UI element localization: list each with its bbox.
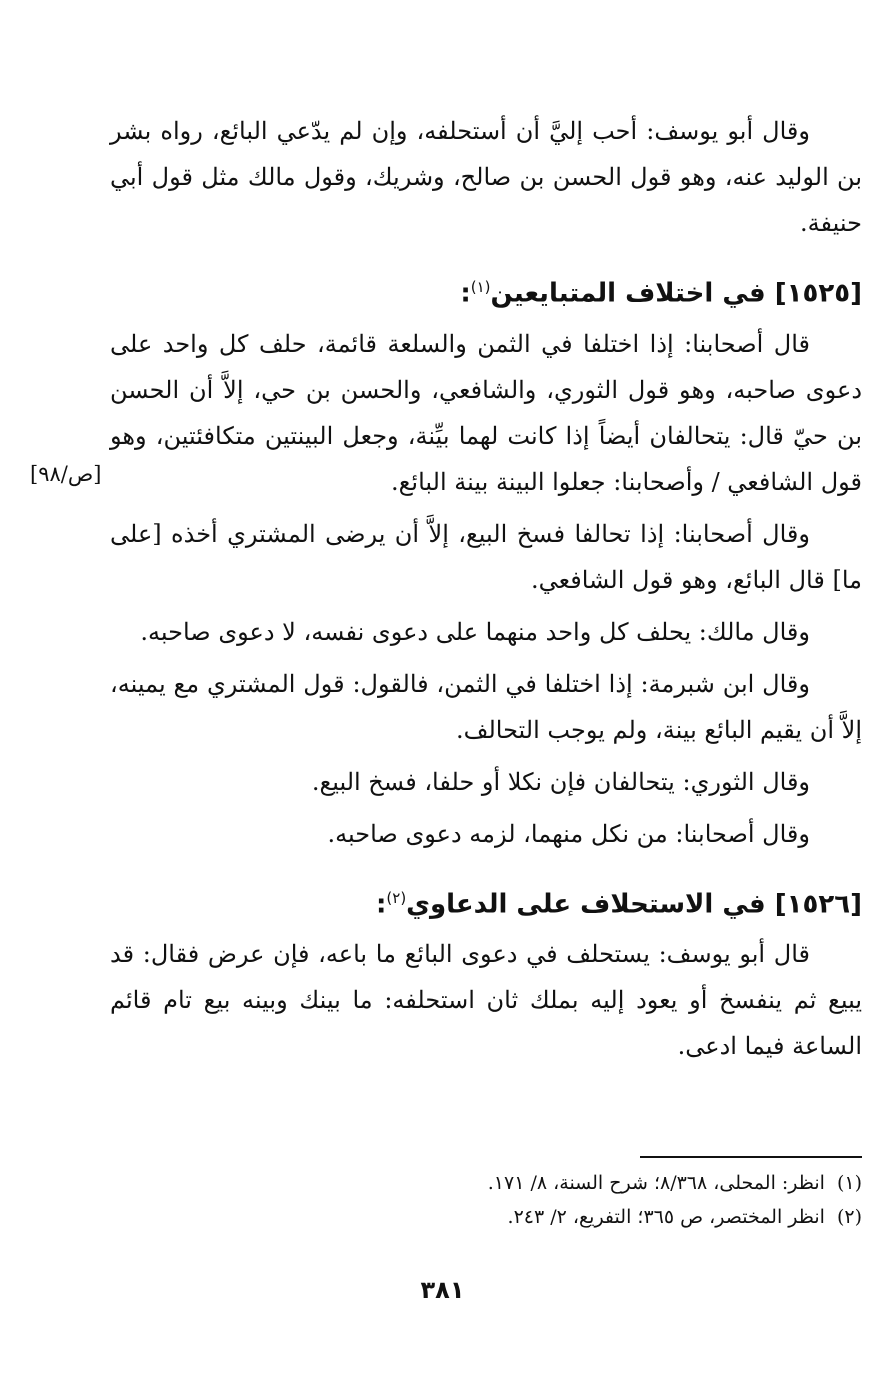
paragraph-abu-yusuf: وقال أبو يوسف: أحب إليَّ أن أستحلفه، وإن لم يدّعي البائع، رواه بشر بن الوليد عنه، وهو قول الحسن بن صالح، وشريك، وقول مالك مثل قول أبي حنيفة. <box>110 117 862 237</box>
paragraph-thawri: وقال الثوري: يتحالفان فإن نكلا أو حلفا، فسخ البيع. <box>311 767 810 796</box>
footnote-text: انظر: المحلى، ٨/٣٦٨؛ شرح السنة، ٨/ ١٧١. <box>487 1172 825 1194</box>
section-title-1525: [١٥٢٥] في اختلاف المتبايعين <box>490 278 862 309</box>
paragraph-ibn-shubruma: وقال ابن شبرمة: إذا اختلفا في الثمن، فالقول: قول المشتري مع يمينه، إلاَّ أن يقيم البائع بينة، ولم يوجب التحالف. <box>110 669 862 744</box>
section-heading-1525 <box>110 264 862 317</box>
section-title-1526: [١٥٢٦] في الاستحلاف على الدعاوي <box>406 889 862 920</box>
paragraph-abu-yusuf-2: قال أبو يوسف: يستحلف في دعوى البائع ما باعه، فإن عرض فقال: قد يبيع ثم ينفسخ أو يعود إليه بملك ثان استحلفه: ما بينك وبينه بيع تام قائم الساعة فيما ادعى. <box>110 940 862 1061</box>
footnote-2 <box>110 1200 862 1234</box>
footnotes <box>110 1166 862 1234</box>
footnote-ref-1[interactable]: (١) <box>470 278 491 296</box>
paragraph-ashabuna-1: قال أصحابنا: إذا اختلفا في الثمن والسلعة قائمة، حلف كل واحد على دعوى صاحبه، وهو قول الثوري، والشافعي، والحسن بن حي، إلاَّ أن الحسن بن حيّ قال: يتحالفان أيضاً إذا كانت لهما بيِّنة، وجعل البينتين متكافئتين، وهو قول الشافعي / وأصحابنا: جعلوا البينة بينة البائع. <box>110 329 862 496</box>
footnote-1 <box>110 1166 862 1200</box>
page-body <box>110 108 862 1075</box>
paragraph-ashabuna-2: وقال أصحابنا: إذا تحالفا فسخ البيع، إلاَّ أن يرضى المشتري أخذه [على ما] قال البائع، وهو قول الشافعي. <box>110 519 862 594</box>
footnote-divider <box>640 1156 862 1158</box>
heading-colon: : <box>375 889 387 920</box>
page-number: ٣٨١ <box>420 1276 465 1304</box>
footnote-number: (١) <box>836 1172 862 1194</box>
heading-colon: : <box>460 278 471 309</box>
paragraph-malik: وقال مالك: يحلف كل واحد منهما على دعوى نفسه، لا دعوى صاحبه. <box>140 617 810 646</box>
section-heading-1526 <box>110 875 862 928</box>
margin-page-reference: [ص/٩٨] <box>30 462 102 486</box>
paragraph-ashabuna-3: وقال أصحابنا: من نكل منهما، لزمه دعوى صاحبه. <box>327 819 810 848</box>
footnote-ref-2[interactable]: (٢) <box>386 888 407 907</box>
footnote-text: انظر المختصر، ص ٣٦٥؛ التفريع، ٢/ ٢٤٣. <box>507 1206 825 1228</box>
footnote-number: (٢) <box>836 1206 862 1228</box>
